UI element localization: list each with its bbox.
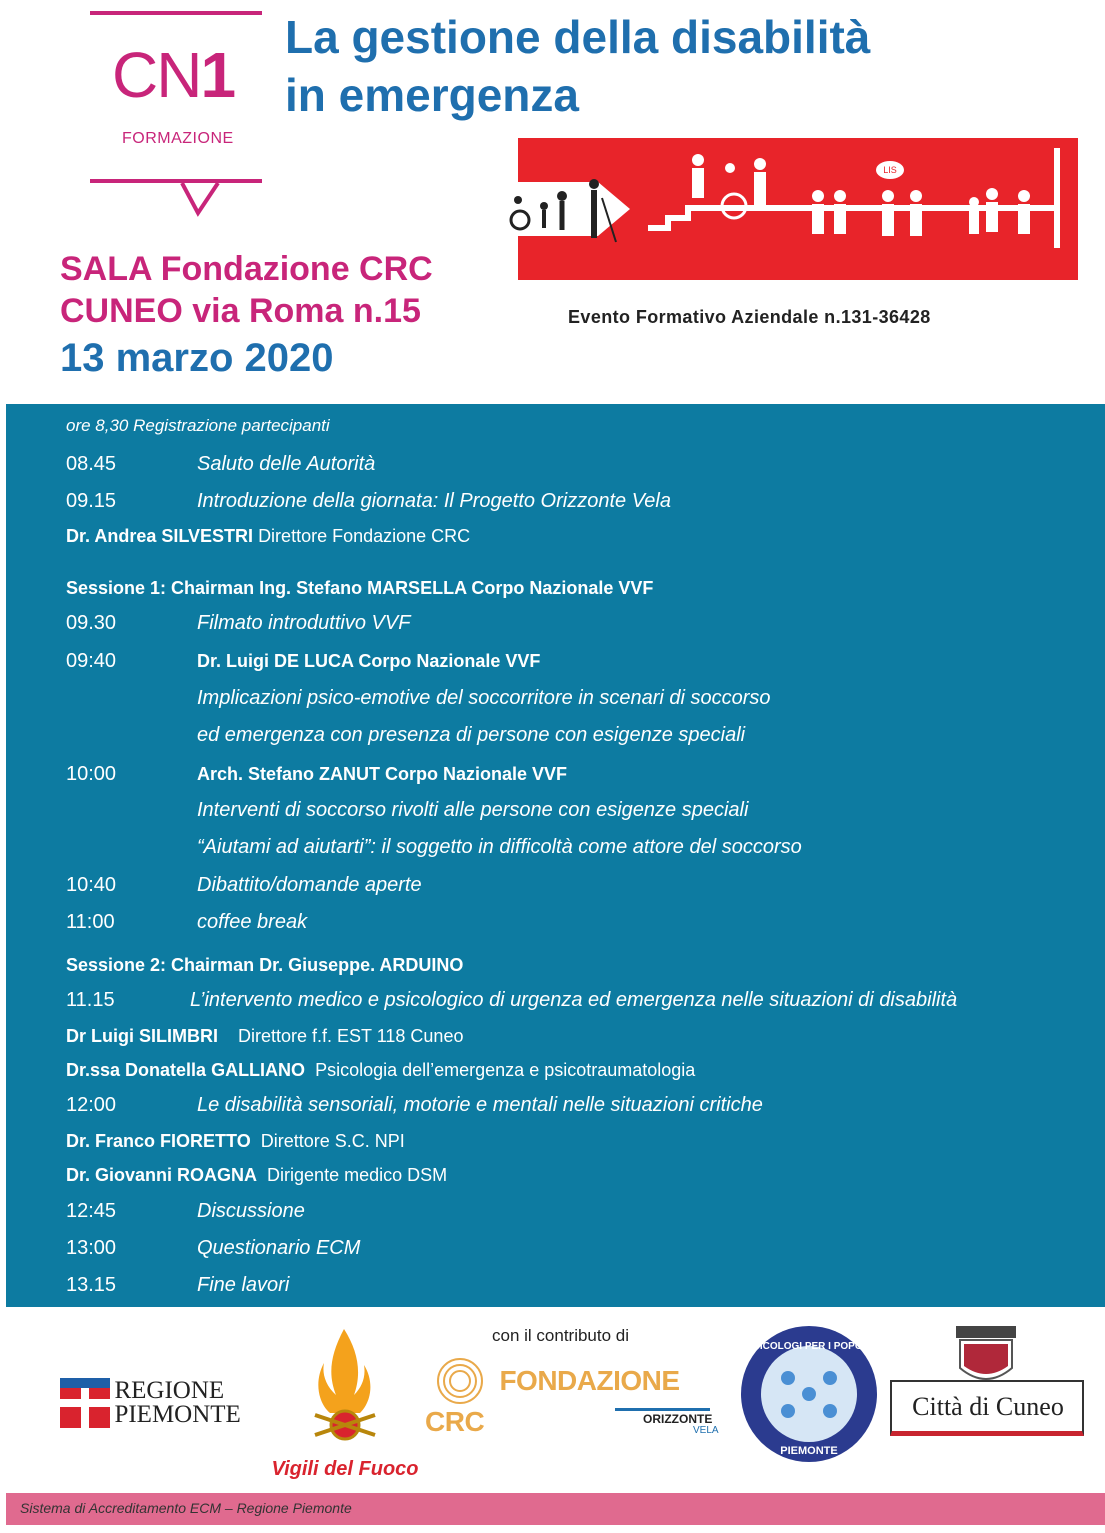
psicologi-label: PSICOLOGI PER I POPOLI <box>746 1341 872 1352</box>
fondazione-crc-logo: FONDAZIONE CRC ORIZZONTE VELA <box>425 1356 720 1438</box>
schedule-row: Implicazioni psico-emotive del soccorritore in scenari di soccorso <box>197 687 771 709</box>
schedule-row: 09:40 Dr. Luigi DE LUCA Corpo Nazionale VVF <box>66 650 541 672</box>
speaker-row: Dr.ssa Donatella GALLIANO Psicologia dell’emergenza e psicotraumatologia <box>66 1060 696 1080</box>
schedule-row: 10:00 Arch. Stefano ZANUT Corpo Nazionale VVF <box>66 763 568 785</box>
registration: ore 8,30 Registrazione partecipanti <box>66 416 330 435</box>
speaker-row: Dr. Giovanni ROAGNA Dirigente medico DSM <box>66 1165 448 1185</box>
schedule-row: “Aiutami ad aiutarti”: il soggetto in difficoltà come attore del soccorso <box>197 836 802 858</box>
session-2-header: Sessione 2: Chairman Dr. Giuseppe. ARDUINO <box>66 955 464 975</box>
schedule-row: 13:00 Questionario ECM <box>66 1237 361 1259</box>
lis-label: LIS <box>883 165 897 175</box>
logo-bottom-rule <box>90 179 262 183</box>
schedule-row: 11:00 coffee break <box>66 911 308 933</box>
logo-speech-tail-icon <box>180 181 220 217</box>
venue: SALA Fondazione CRC CUNEO via Roma n.15 <box>60 250 433 330</box>
psicologi-per-i-popoli-logo <box>738 1323 880 1465</box>
speaker-row: Dr. Andrea SILVESTRI Direttore Fondazione CRC <box>66 526 471 546</box>
schedule-row: 12:00 Le disabilità sensoriali, motorie e mentali nelle situazioni critiche <box>66 1094 763 1116</box>
evacuation-illustration <box>498 138 1088 280</box>
piemonte-flag-icon <box>60 1378 110 1428</box>
citta-di-cuneo-logo: Città di Cuneo <box>890 1322 1086 1440</box>
regione-piemonte-logo: REGIONE PIEMONTE <box>60 1378 241 1428</box>
schedule-row: 11.15 L’intervento medico e psicologico di urgenza ed emergenza nelle situazioni di disabilità <box>66 989 958 1011</box>
schedule-row: 09.15 Introduzione della giornata: Il Progetto Orizzonte Vela <box>66 490 671 512</box>
schedule-row: ed emergenza con presenza di persone con esigenze speciali <box>197 724 746 746</box>
fondazione-rings-icon <box>425 1356 495 1406</box>
session-1-header: Sessione 1: Chairman Ing. Stefano MARSELLA Corpo Nazionale VVF <box>66 578 654 598</box>
contribution-label: con il contributo di <box>492 1326 630 1345</box>
speaker-row: Dr Luigi SILIMBRI Direttore f.f. EST 118 Cuneo <box>66 1026 464 1046</box>
vigili-del-fuoco-logo <box>270 1325 420 1485</box>
schedule-row: 12:45 Discussione <box>66 1200 305 1222</box>
logo-subtitle: FORMAZIONE <box>122 130 234 147</box>
footer-text: Sistema di Accreditamento ECM – Regione Piemonte <box>20 1500 352 1516</box>
schedule-row: 10:40 Dibattito/domande aperte <box>66 874 422 896</box>
event-date: 13 marzo 2020 <box>60 336 334 380</box>
event-code: Evento Formativo Aziendale n.131-36428 <box>568 307 931 327</box>
schedule-row: 09.30 Filmato introduttivo VVF <box>66 612 411 634</box>
page-title: La gestione della disabilità in emergenza <box>285 11 871 121</box>
program-panel <box>6 404 1105 1307</box>
logo-top-rule <box>90 11 262 15</box>
vigili-label: Vigili del Fuoco <box>271 1458 419 1480</box>
speaker-row: Dr. Franco FIORETTO Direttore S.C. NPI <box>66 1131 405 1151</box>
schedule-row: Interventi di soccorso rivolti alle persone con esigenze speciali <box>197 799 749 821</box>
schedule-row: 13.15 Fine lavori <box>66 1274 290 1296</box>
piemonte-label: PIEMONTE <box>780 1445 838 1457</box>
schedule-row: 08.45 Saluto delle Autorità <box>66 453 376 475</box>
logo-cn1: CN1 <box>112 39 235 111</box>
